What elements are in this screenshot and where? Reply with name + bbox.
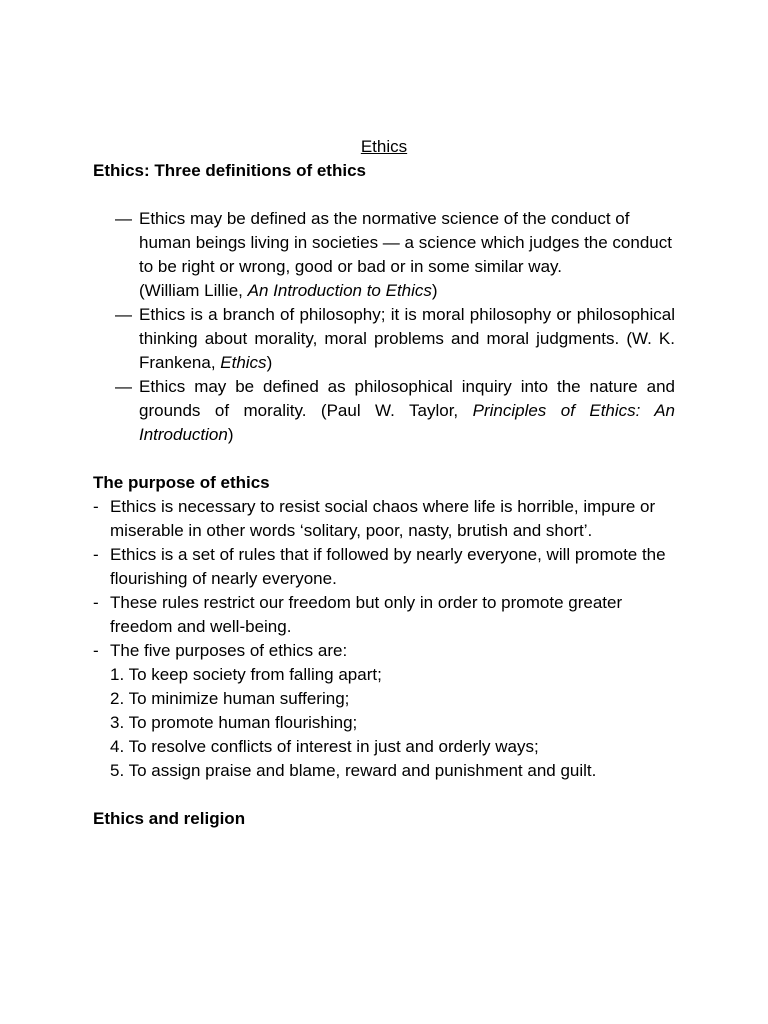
hyphen-bullet: - [93,497,99,516]
paragraph-spacer [93,783,675,807]
purpose-item [93,591,675,639]
purpose-text: The five purposes of ethics are: [110,641,348,660]
numbered-purposes-list [93,663,675,783]
em-dash-marker: — [115,377,132,396]
paragraph-spacer [93,447,675,471]
section-heading-purpose: The purpose of ethics [93,473,270,492]
source-prefix: (William Lillie, [139,281,248,300]
definition-item [93,303,675,375]
definition-body: Ethics may be defined as the normative science of the conduct of human beings living in societies — a science which judges the conduct to be right or wrong, good or bad or in some similar way. [139,209,672,276]
definitions-list [93,207,675,447]
document-title: Ethics [360,137,408,156]
purpose-text: Ethics is necessary to resist social chaos where life is horrible, impure or miserable in other words ‘solitary, poor, nasty, brutish and short’. [110,497,656,540]
numbered-purpose: 2. To minimize human suffering; [110,689,350,708]
em-dash-marker: — [115,305,132,324]
purpose-text: These rules restrict our freedom but only in order to promote greater freedom and well-being. [110,593,623,636]
section-heading-religion: Ethics and religion [93,809,246,828]
definition-text [139,303,675,375]
numbered-purpose: 1. To keep society from falling apart; [110,665,382,684]
definition-item [93,375,675,447]
definition-item [93,207,675,303]
purpose-list [93,495,675,663]
source-title: Ethics [220,353,267,372]
hyphen-bullet: - [93,593,99,612]
purpose-item [93,495,675,543]
definition-body: Ethics is a branch of philosophy; it is moral philosophy or philosophical thinking about morality, moral problems and moral judgments. (W. K. Frankena, [139,305,675,372]
purpose-item [93,639,675,663]
purpose-text: Ethics is a set of rules that if followed by nearly everyone, will promote the flourishing of nearly everyone. [110,545,666,588]
paragraph-spacer [93,183,675,207]
hyphen-bullet: - [93,545,99,564]
source-suffix: ) [431,281,438,300]
source-suffix: ) [266,353,273,372]
definition-text [139,375,675,447]
numbered-purpose: 4. To resolve conflicts of interest in just and orderly ways; [110,737,539,756]
purpose-item [93,543,675,591]
definition-source [139,279,675,303]
definition-text [139,207,675,279]
source-title: Principles of Ethics: An Introduction [139,401,675,444]
source-title: An Introduction to Ethics [247,281,432,300]
definition-body: Ethics may be defined as philosophical inquiry into the nature and grounds of morality. (Paul W. Taylor, [139,377,675,420]
numbered-purpose: 3. To promote human flourishing; [110,713,358,732]
em-dash-marker: — [115,209,132,228]
document-body [93,135,675,831]
hyphen-bullet: - [93,641,99,660]
source-suffix: ) [227,425,234,444]
numbered-purpose: 5. To assign praise and blame, reward and punishment and guilt. [110,761,597,780]
section-heading-definitions: Ethics: Three definitions of ethics [93,161,366,180]
